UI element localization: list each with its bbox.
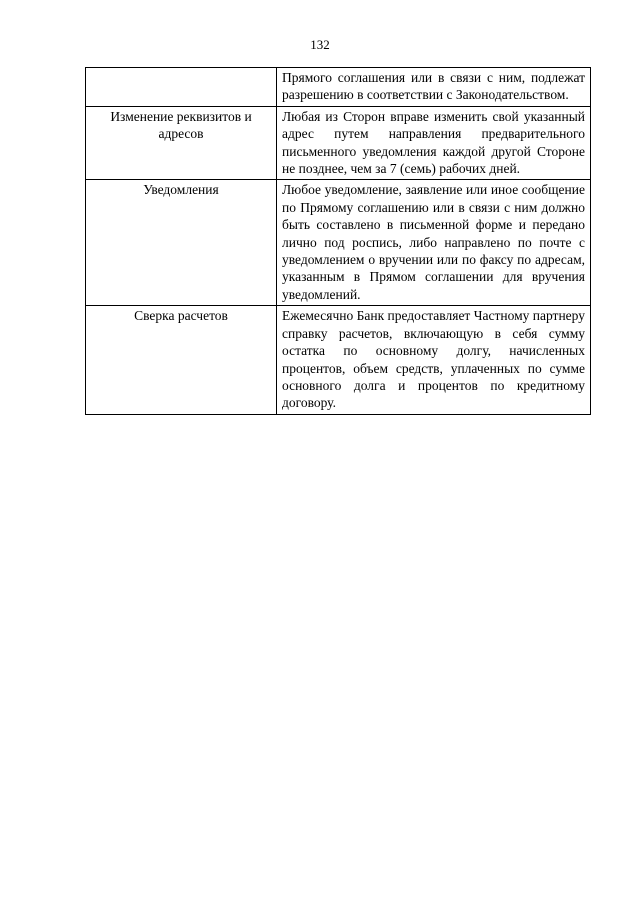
- term-cell: Изменение реквизитов и адресов: [86, 106, 277, 180]
- page-number: 132: [310, 37, 330, 52]
- term-cell: Уведомления: [86, 180, 277, 306]
- term-cell: Сверка расчетов: [86, 306, 277, 414]
- description-cell: Прямого соглашения или в связи с ним, подлежат разрешению в соответствии с Законодательством.: [277, 68, 591, 107]
- table-row: [86, 306, 591, 414]
- description-cell: Любая из Сторон вправе изменить свой указанный адрес путем направления предварительного письменного уведомления каждой другой Стороне не позднее, чем за 7 (семь) рабочих дней.: [277, 106, 591, 180]
- table-row: [86, 106, 591, 180]
- description-cell: Ежемесячно Банк предоставляет Частному партнеру справку расчетов, включающую в себя сумму остатка по основному долгу, начисленных процентов, объем средств, уплаченных по сумме основного долга и процентов по кредитному договору.: [277, 306, 591, 414]
- table-row: [86, 180, 591, 306]
- table-row: [86, 68, 591, 107]
- terms-table: [85, 67, 591, 415]
- description-cell: Любое уведомление, заявление или иное сообщение по Прямому соглашению или в связи с ним должно быть составлено в письменной форме и передано лично под роспись, либо направлено по почте с уведомлением о вручении или по факсу по адресам, указанным в Прямом соглашении для вручения уведомлений.: [277, 180, 591, 306]
- term-cell: [86, 68, 277, 107]
